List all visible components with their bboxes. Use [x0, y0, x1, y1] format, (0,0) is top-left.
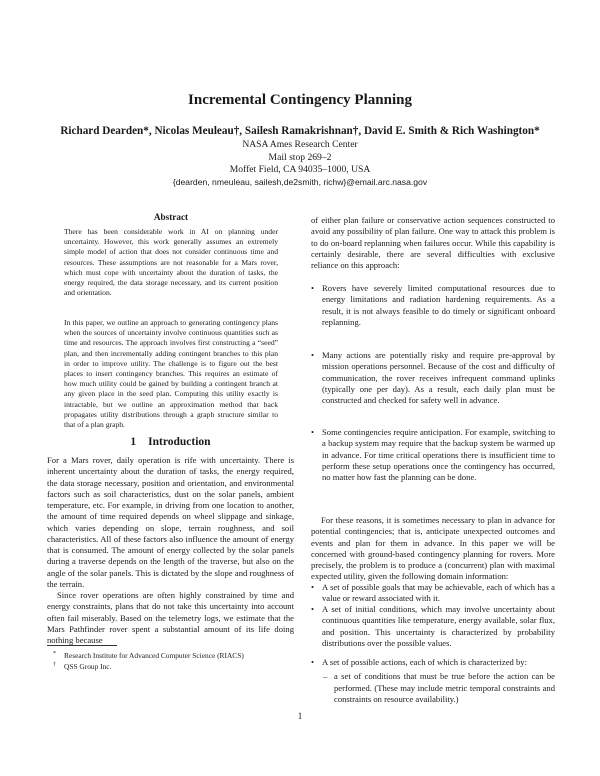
bullet-icon: •	[311, 604, 315, 614]
list-item	[311, 657, 555, 668]
list-item	[311, 350, 555, 406]
affiliation-line: Mail stop 269–2	[268, 151, 332, 163]
bullet-icon: •	[311, 283, 315, 293]
affiliation-line: Moffet Field, CA 94035–1000, USA	[229, 164, 371, 175]
footnotes	[53, 651, 293, 672]
list-item	[311, 604, 555, 649]
bullet-icon: •	[311, 350, 315, 360]
list-item-text: Many actions are potentially risky and require pre-approval by mission operations personnel. Because of the cost and difficulty of communication, the rover receives infrequent command uplinks (typically one per day). As a result, each daily plan must be constructed and checked for safety well in advance.	[322, 350, 555, 405]
footnote-text: Research Institute for Advanced Computer Science (RIACS)	[64, 651, 244, 660]
continuation-paragraph: of either plan failure or conservative action sequences constructed to avoid any possibility of plan failure. One way to attack this problem is to do on-board replanning when failures occur. While this capability is certainly desirable, there are several difficulties with exclusive reliance on this approach:	[311, 215, 555, 270]
bullet-list	[311, 427, 555, 483]
section-heading	[47, 436, 294, 448]
affiliation-line: NASA Ames Research Center	[242, 139, 358, 150]
section-number: 1	[130, 436, 137, 448]
bullet-list	[311, 283, 555, 328]
footnote	[53, 651, 293, 662]
list-item-text: Rovers have severely limited computational resources due to energy limitations and radiation hardening requirements. As a result, it is not always feasible to do timely or significant onboard replanning.	[322, 283, 555, 327]
list-item	[311, 283, 555, 328]
footnote-text: QSS Group Inc.	[64, 661, 112, 671]
list-item-text: A set of possible actions, each of which is characterized by:	[322, 657, 527, 667]
abstract-text: In this paper, we outline an approach to generating contingency plans when the sources of uncertainty involve continuous quantities such as time and resources. The approach involves first constructing a “seed” plan, and then incrementally adding contingent branches to this plan in order to improve utility. The challenge is to figure out the best places to insert contingency branches. This requires an estimate of how much utility could be gained by building a contingent branch at any given place in the seed plan. Computing this utility exactly is intractable, but we outline an approximation method that back propagates utility distributions through a graph structure similar to that of a plan graph.	[64, 318, 278, 430]
bullet-icon: •	[311, 582, 315, 592]
bullet-icon: •	[311, 657, 315, 667]
author-emails: {dearden, nmeuleau, sailesh,de2smith, richw}@email.arc.nasa.gov	[172, 177, 428, 187]
list-item-text: Some contingencies require anticipation. For example, switching to a backup system may require that the backup system be warmed up in advance. For time critical operations there is insufficient time to perform these setup operations once the contingency has occurred, no matter how fast the planning can be done.	[322, 427, 555, 482]
dash-icon: –	[323, 671, 328, 682]
introduction-body	[47, 455, 294, 646]
bullet-list	[311, 657, 555, 705]
list-item-text: A set of initial conditions, which may involve uncertainty about continuous quantities like temperature, energy available, solar flux, and position. This uncertainty is characterized by probability distributions over the possible values.	[322, 604, 555, 648]
footnote	[53, 662, 293, 673]
section-title: Introduction	[148, 436, 211, 448]
sub-list-item-text: a set of conditions that must be true before the action can be performed. (These may include metric temporal constraints and constraints on resource availability.)	[334, 671, 555, 704]
body-paragraph: For a Mars rover, daily operation is rife with uncertainty. There is inherent uncertainty about the duration of tasks, the energy required, the data storage necessary, position and orientation, and environmental factors such as soil characteristics, dust on the solar panels, ambient temperature, etc. For example, in driving from one location to another, the amount of time required depends on wheel slippage and sinkage, which varies depending on slope, terrain roughness, and soil characteristics. All of these factors also influence the amount of energy that is consumed. The amount of energy collected by the solar panels during a traverse depends on the length of the traverse, but also on the angle of the solar panels. This is dictated by the slope and roughness of the terrain.	[47, 455, 294, 589]
bullet-icon: •	[311, 427, 315, 437]
footnote-mark: †	[53, 661, 56, 668]
bullet-list	[311, 582, 555, 605]
abstract-paragraph	[64, 318, 278, 430]
list-item	[311, 427, 555, 483]
list-item	[311, 582, 555, 605]
sub-list-item	[311, 671, 555, 705]
bullet-list	[311, 350, 555, 406]
body-paragraph: Since rover operations are often highly constrained by time and energy constraints, plans that do not take this uncertainty into account often fail miserably. Based on the telemetry logs, we estimate that the Mars Pathfinder rover spent a substantial amount of its life doing nothing because	[47, 590, 294, 645]
footnote-divider	[47, 645, 117, 646]
author-list: Richard Dearden*, Nicolas Meuleau†, Sailesh Ramakrishnan†, David E. Smith & Rich Washington*	[60, 125, 540, 137]
bullet-list	[311, 604, 555, 649]
abstract-text: There has been considerable work in AI on planning under uncertainty. However, this work generally assumes an extremely simple model of action that does not consider continuous time and resources. These assumptions are not reasonable for a Mars rover, which must cope with uncertainty about the duration of tasks, the energy required, the data storage necessary, and its current position and orientation.	[64, 227, 278, 298]
abstract-paragraph	[64, 227, 278, 298]
page-number: 1	[297, 711, 303, 721]
footnote-mark: *	[53, 651, 56, 657]
abstract-heading: Abstract	[153, 212, 189, 222]
body-paragraph: For these reasons, it is sometimes necessary to plan in advance for potential contingencies; that is, anticipate unexpected outcomes and events and plan for them in advance. In this paper we will be concerned with ground-based contingency planning for rovers. More precisely, the problem is to produce a (concurrent) plan with maximal expected utility, given the following domain information:	[311, 515, 555, 582]
paper-title: Incremental Contingency Planning	[188, 92, 412, 108]
list-item-text: A set of possible goals that may be achievable, each of which has a value or reward associated with it.	[322, 582, 555, 604]
